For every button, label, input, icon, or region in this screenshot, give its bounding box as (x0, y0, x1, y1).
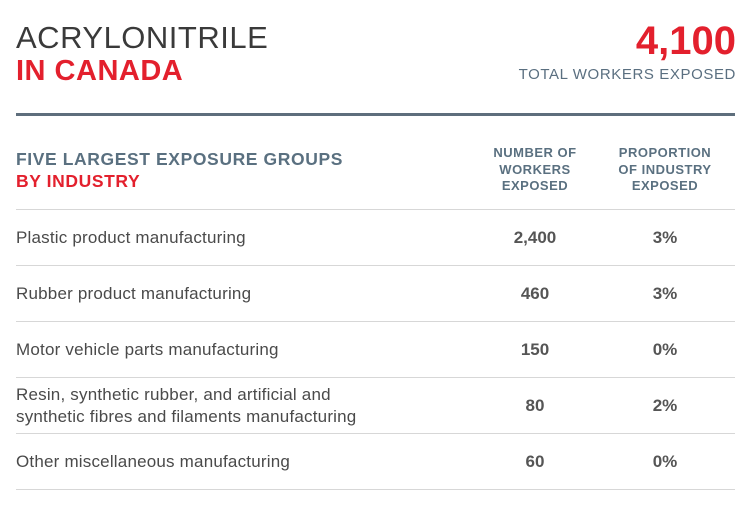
industry-name: Motor vehicle parts manufacturing (16, 340, 279, 359)
workers-cell: 460 (520, 284, 550, 303)
workers-cell: 80 (525, 396, 545, 415)
column-header-workers-line3: EXPOSED (501, 178, 569, 193)
header-divider (16, 113, 735, 116)
proportion-cell: 0% (652, 340, 678, 359)
industry-cell (16, 434, 446, 490)
table-row (16, 434, 735, 490)
page-subtitle: IN CANADA (16, 55, 184, 87)
table-row (16, 378, 735, 434)
industry-name-line2: synthetic fibres and filaments manufacturing (16, 407, 357, 426)
proportion-cell: 2% (652, 396, 678, 415)
table-heading-line1: FIVE LARGEST EXPOSURE GROUPS (16, 149, 343, 169)
column-header-workers-line2: WORKERS (499, 161, 571, 177)
column-header-workers (460, 145, 610, 195)
industry-name: Other miscellaneous manufacturing (16, 452, 291, 471)
table-row (16, 266, 735, 322)
industry-cell (16, 322, 446, 378)
table-heading-line2: BY INDUSTRY (16, 171, 141, 191)
column-header-proportion-line2: OF INDUSTRY (618, 161, 712, 177)
industry-name: Rubber product manufacturing (16, 284, 252, 303)
industry-name: Plastic product manufacturing (16, 228, 246, 247)
column-header-proportion-line3: EXPOSED (631, 178, 699, 193)
industry-cell (16, 378, 446, 434)
row-divider (16, 489, 735, 490)
table-row (16, 210, 735, 266)
industry-name-line1: Resin, synthetic rubber, and artificial and (16, 385, 331, 404)
page-title: ACRYLONITRILE (16, 20, 269, 55)
total-workers-label: TOTAL WORKERS EXPOSED (518, 66, 736, 83)
column-header-proportion (590, 145, 740, 195)
proportion-cell: 0% (652, 452, 678, 471)
table-heading (16, 148, 456, 192)
column-header-workers-line1: NUMBER OF (493, 145, 577, 160)
table-row (16, 322, 735, 378)
header (16, 20, 736, 90)
proportion-cell: 3% (652, 284, 678, 303)
workers-cell: 150 (520, 340, 550, 359)
total-workers-number: 4,100 (635, 19, 736, 63)
column-header-proportion-line1: PROPORTION (618, 145, 712, 160)
proportion-cell: 3% (652, 228, 678, 247)
workers-cell: 2,400 (513, 228, 557, 247)
industry-cell (16, 210, 446, 266)
industry-cell (16, 266, 446, 322)
workers-cell: 60 (525, 452, 545, 471)
